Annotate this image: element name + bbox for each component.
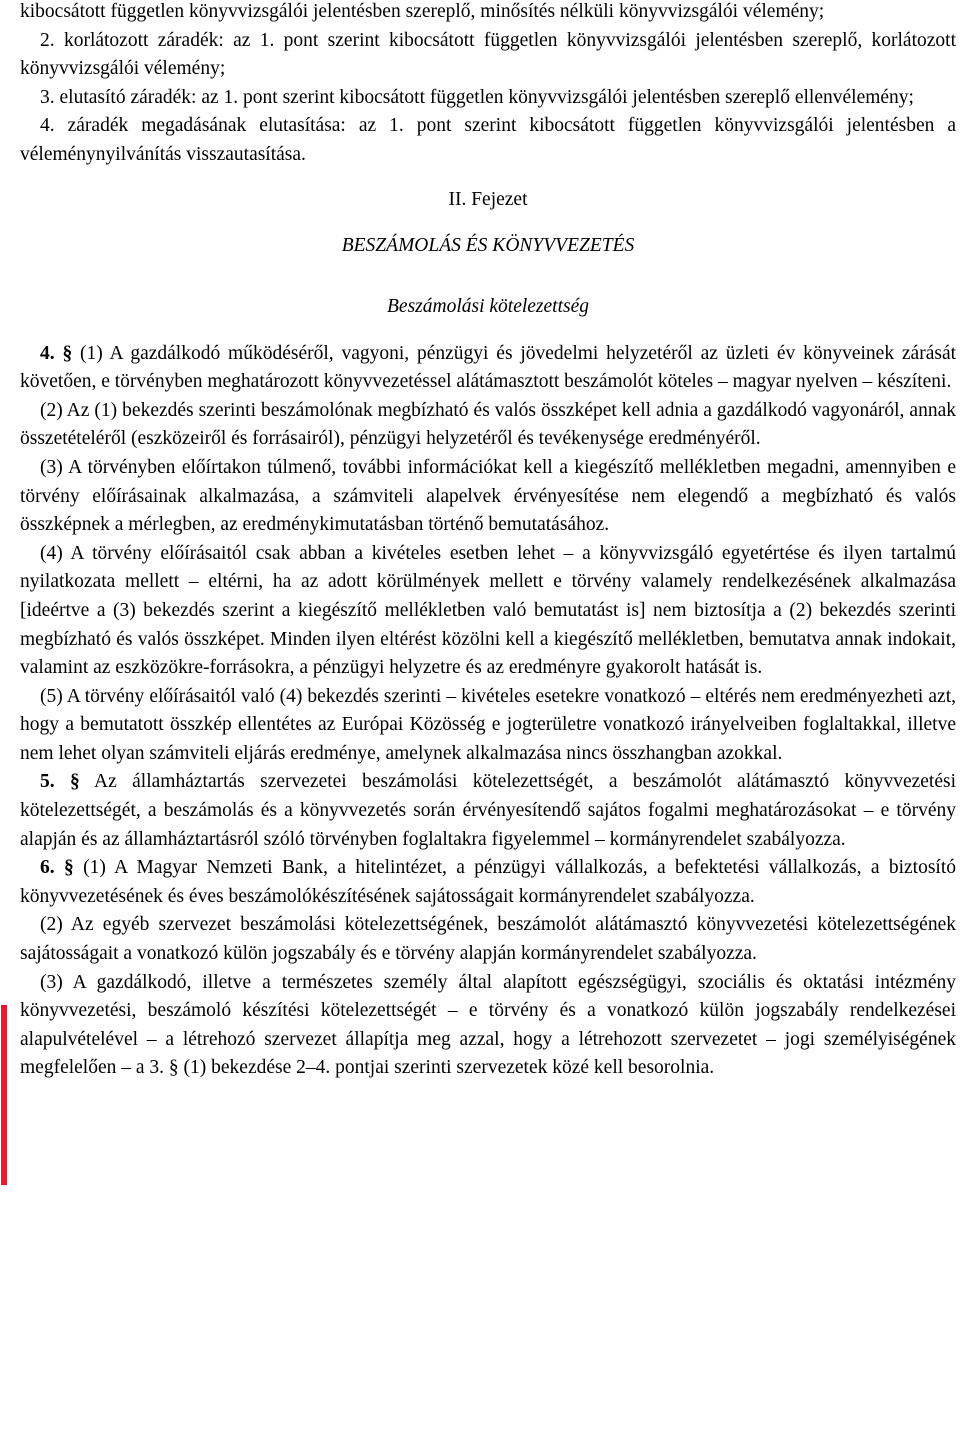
chapter-title: BESZÁMOLÁS ÉS KÖNYVVEZETÉS [341,234,635,256]
section-4-para-4: (4) A törvény előírásaitól csak abban a kivételes esetben lehet – a könyvvizsgáló egyetértése és ilyen tartalmú nyilatkozata mellett – eltérni, ha az adott körülmények mellett e törvény valamely rendelkezésének alkalmazása [ideértve a (3) bekezdés szerint a kiegészítő mellékletben való bemutatást is] nem biztosítja a (2) bekezdés szerinti megbízható és valós összképet. Minden ilyen eltérést közölni kell a kiegészítő mellékletben, bemutatva annak indokait, valamint az eszközökre-forrásokra, a pénzügyi helyzetre és az eredményre gyakorolt hatását is. [20,542,956,679]
intro-item-4: 4. záradék megadásának elutasítása: az 1. pont szerint kibocsátott független könyvvizsgálói jelentésben a véleménynyilvánítás visszautasítása. [20,115,956,165]
chapter-number: II. Fejezet [448,188,528,210]
section-4 [20,340,956,769]
change-marker-bar [1,1005,7,1185]
section-4-para-1-text: (1) A gazdálkodó működéséről, vagyoni, pénzügyi és jövedelmi helyzetéről az üzleti év könyveinek zárását követően, e törvényben meghatározott könyvvezetéssel alátámasztott beszámolót köteles – magyar nyelven – készíteni. [20,342,957,393]
section-6-para-3: (3) A gazdálkodó, illetve a természetes személy által alapított egészségügyi, szociális és oktatási intézmény könyvvezetési, beszámoló készítési kötelezettségét – e törvény és a vonatkozó külön jogszabály rendelkezései alapulvételével – a létrehozó szervezet állapítja meg azzal, hogy a létrehozott szervezetet – jogi személyiségének megfelelően – a 3. § (1) bekezdése 2–4. pontjai szerinti szervezetek közé kell besorolnia. [20,971,956,1079]
section-6-para-1-text: (1) A Magyar Nemzeti Bank, a hitelintézet, a pénzügyi vállalkozás, a befektetési vállalkozás, a biztosító könyvvezetésének és éves beszámolókészítésének sajátosságait kormányrendelet szabályozza. [20,857,957,907]
section-6-para-1 [20,854,956,911]
section-4-para-3: (3) A törvényben előírtakon túlmenő, további információkat kell a kiegészítő mellékletben megadni, amennyiben e törvény előírásainak alkalmazása, a számviteli alapelvek érvényesítése nem elegendő a megbízható és valós összképnek a mérlegben, az eredménykimutatásban történő bemutatásához. [20,456,956,536]
intro-item-2: 2. korlátozott záradék: az 1. pont szerint kibocsátott független könyvvizsgálói jelentésben szereplő, korlátozott könyvvizsgálói vélemény; [20,29,956,80]
section-4-para-5: (5) A törvény előírásaitól való (4) bekezdés szerinti – kivételes esetekre vonatkozó – eltérés nem eredményezheti azt, hogy a bemutatott összkép ellentétes az Európai Közösség e jogterületre vonatkozó irányelveiben foglaltakkal, illetve nem lehet olyan számviteli eljárás eredménye, amelynek alkalmazása nincs összhangban azokkal. [20,685,956,764]
section-6-symbol: § [64,857,74,879]
section-5-para-1-text: Az államháztartás szervezetei beszámolási kötelezettségét, a beszámolót alátámasztó könyvvezetési kötelezettségét, a beszámolás és a könyvvezetés során érvényesítendő sajátos fogalmi meghatározásokat – e törvény alapján és az államháztartásról szóló törvényben foglaltakra figyelemmel – kormányrendelet szabályozza. [20,771,956,850]
section-5-symbol: § [70,771,80,793]
document-page [20,0,956,1083]
section-4-symbol: § [62,342,73,364]
section-4-para-1 [20,340,956,397]
section-4-number: 4. [40,342,55,364]
section-6 [20,854,956,1083]
section-4-para-2: (2) Az (1) bekezdés szerinti beszámolónak megbízható és valós összképet kell adnia a gazdálkodó vagyonáról, annak összetételéről (eszközeiről és forrásairól), pénzügyi helyzetéről és tevékenysége eredményéről. [20,399,956,450]
chapter-subtitle: Beszámolási kötelezettség [387,295,589,317]
intro-item-3: 3. elutasító záradék: az 1. pont szerint kibocsátott független könyvvizsgálói jelentésben szereplő ellenvélemény; [40,86,914,108]
section-6-para-2: (2) Az egyéb szervezet beszámolási kötelezettségének, beszámolót alátámasztó könyvvezetési kötelezettségének sajátosságait a vonatkozó külön jogszabály és e törvény alapján kormányrendelet szabályozza. [20,914,956,965]
section-5 [20,768,956,854]
section-5-number: 5. [40,771,55,793]
intro-item-1: kibocsátott független könyvvizsgálói jelentésben szereplő, minősítés nélküli könyvvizsgálói vélemény; [20,1,825,22]
section-6-number: 6. [40,857,55,879]
section-5-para-1 [20,768,956,854]
